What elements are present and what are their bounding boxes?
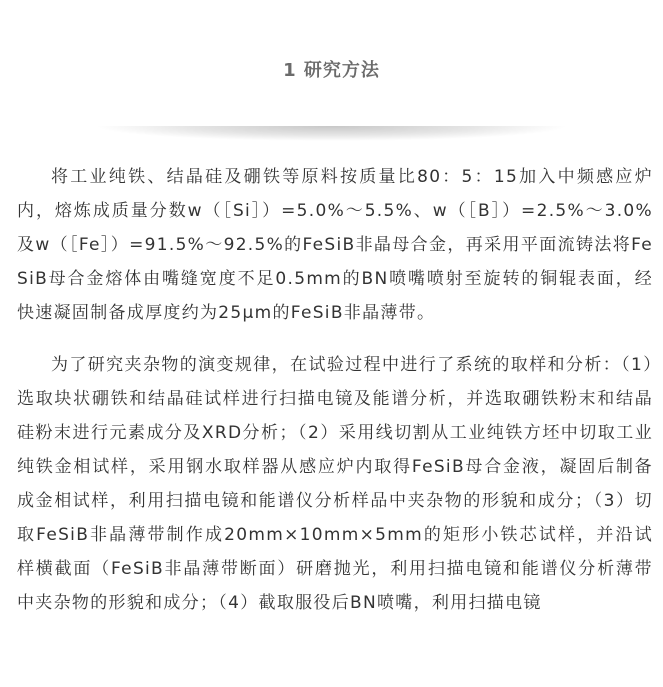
paragraph-sampling: 为了研究夹杂物的演变规律，在试验过程中进行了系统的取样和分析：（1）选取块状硼铁和结晶硅试样进行扫描电镜及能谱分析，并选取硼铁粉末和结晶硅粉末进行元素成分及XRD分析；（2）采用线切割从工业纯铁方坯中切取工业纯铁金相试样，采用钢水取样器从感应炉内取得FeSiB母合金液，凝固后制备成金相试样，利用扫描电镜和能谱仪分析样品中夹杂物的形貌和成分；（3）切取FeSiB非晶薄带制作成20mm×10mm×5mm的矩形小铁芯试样，并沿试样横截面（FeSiB非晶薄带断面）研磨抛光，利用扫描电镜和能谱仪分析薄带中夹杂物的形貌和成分；（4）截取服役后BN喷嘴，利用扫描电镜 bbox=[17, 355, 653, 613]
section-title: 1 研究方法 bbox=[283, 60, 380, 81]
article-body bbox=[17, 160, 653, 638]
paragraph-materials: 将工业纯铁、结晶硅及硼铁等原料按质量比80：5：15加入中频感应炉内，熔炼成质量分数w（［Si］）=5.0%～5.5%、w（［B］）=2.5%～3.0%及w（［Fe］）=91.5%～92.5%的FeSiB非晶母合金，再采用平面流铸法将FeSiB母合金熔体由嘴缝宽度不足0.5mm的BN喷嘴喷射至旋转的铜辊表面，经快速凝固制备成厚度约为25μm的FeSiB非晶薄带。 bbox=[17, 167, 653, 323]
divider-mask bbox=[0, 100, 663, 126]
